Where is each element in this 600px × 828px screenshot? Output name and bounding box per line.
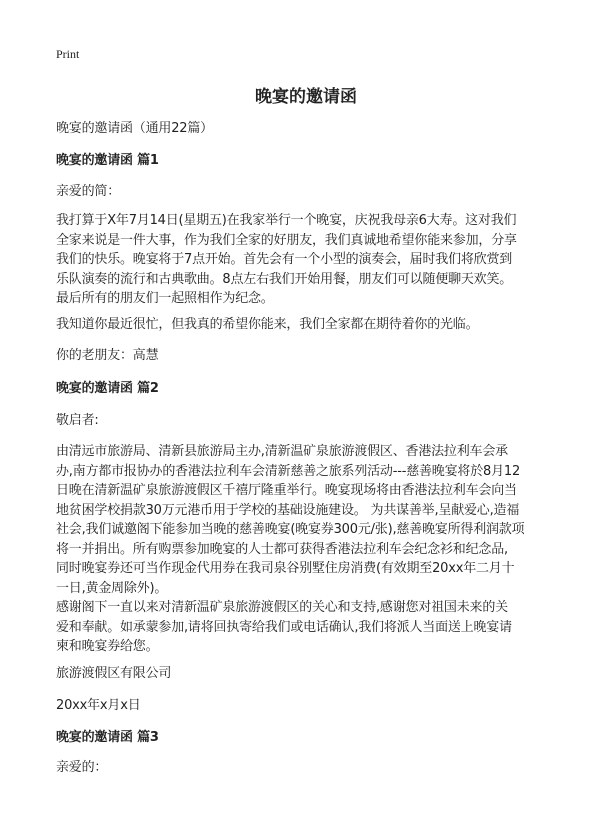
line: 感谢阁下一直以来对清新温矿泉旅游渡假区的关心和支持,感谢您对祖国未来的关 xyxy=(56,600,508,615)
page-title: 晚宴的邀请函 xyxy=(255,87,357,107)
line: 乐队演奏的流行和古典歌曲。8点左右我们开始用餐，朋友们可以随便聊天欢笑。 xyxy=(56,271,513,287)
line: 爱和奉献。如承蒙参加,请将回执寄给我们或电话确认,我们将派人当面送上晚宴请 xyxy=(56,619,512,635)
paragraph xyxy=(56,211,517,309)
paragraph xyxy=(56,442,524,598)
signature: 你的老朋友：高慧 xyxy=(56,348,159,363)
line: 日晚在清新温矿泉旅游渡假区千禧厅隆重举行。晚宴现场将由香港法拉利车会向当 xyxy=(56,483,517,498)
section-heading: 晚宴的邀请函 篇1 xyxy=(56,153,159,168)
signature: 旅游渡假区有限公司 xyxy=(56,666,172,681)
line: 由清远市旅游局、清新县旅游局主办,清新温矿泉旅游渡假区、香港法拉利车会承 xyxy=(56,444,508,459)
greeting: 亲爱的简： xyxy=(56,184,121,199)
section-heading: 晚宴的邀请函 篇3 xyxy=(56,730,159,745)
line: 将一并捐出。所有购票参加晚宴的人士都可获得香港法拉利车会纪念衫和纪念品, xyxy=(56,541,508,557)
line: 我知道你最近很忙，但我真的希望你能来，我们全家都在期待着你的光临。 xyxy=(56,317,479,332)
greeting: 敬启者: xyxy=(56,413,99,428)
print-link[interactable]: Print xyxy=(56,47,80,61)
paragraph xyxy=(56,598,512,657)
line: 全家来说是一件大事，作为我们全家的好朋友，我们真诚地希望你能来参加，分享 xyxy=(56,232,517,248)
line: 柬和晚宴券给您。 xyxy=(56,639,159,654)
date: 20xx年x月x日 xyxy=(56,698,141,713)
subtitle: 晚宴的邀请函（通用22篇） xyxy=(56,121,213,136)
line: 一日,黄金周除外)。 xyxy=(56,580,168,596)
section-heading: 晚宴的邀请函 篇2 xyxy=(56,381,159,396)
line: 社会,我们诚邀阁下能参加当晚的慈善晚宴(晚宴券300元/张),慈善晚宴所得利润款项 xyxy=(56,522,525,537)
line: 办,南方都市报协办的香港法拉利车会清新慈善之旅系列活动---慈善晚宴将於8月12 xyxy=(56,463,521,479)
line: 地贫困学校捐款30万元港币用于学校的基础设施建设。 为共谋善举,呈献爱心,造福 xyxy=(56,502,520,518)
line: 我们的快乐。晚宴将于7点开始。首先会有一个小型的演奏会，届时我们将欣赏到 xyxy=(56,252,513,267)
paragraph xyxy=(56,315,478,335)
line: 同时晚宴券还可当作现金代用券在我司泉谷别墅住房消费(有效期至20xx年二月十 xyxy=(56,561,515,576)
line: 我打算于X年7月14日(星期五)在我家举行一个晚宴，庆祝我母亲6大寿。这对我们 xyxy=(56,213,517,228)
line: 最后所有的朋友们一起照相作为纪念。 xyxy=(56,291,274,306)
greeting: 亲爱的： xyxy=(56,760,108,775)
